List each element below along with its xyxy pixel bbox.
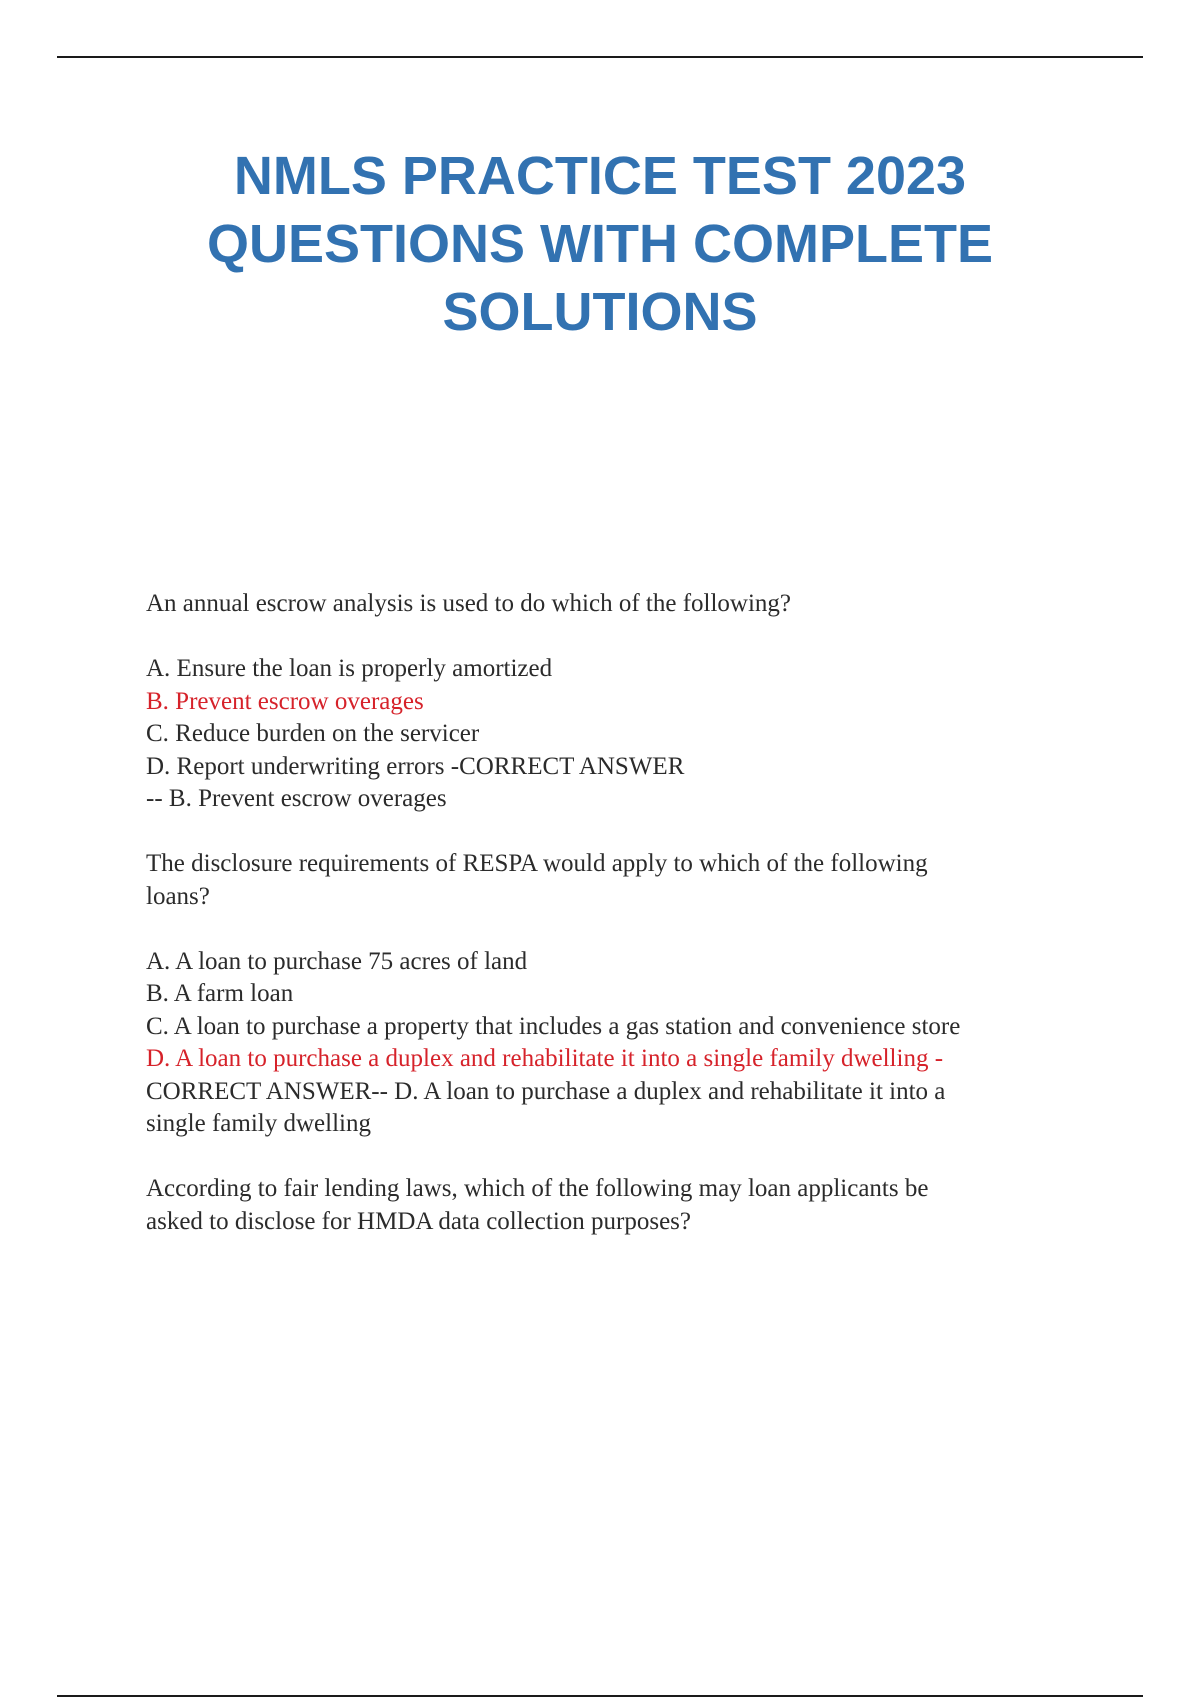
paragraph-gap <box>146 1141 1086 1174</box>
answer-option-correct: D. A loan to purchase a duplex and rehabilitate it into a single family dwelling - <box>146 1045 944 1072</box>
bottom-rule <box>57 1695 1143 1697</box>
question-text: loans? <box>146 882 210 910</box>
top-rule <box>57 56 1143 58</box>
title-line: QUESTIONS WITH COMPLETE <box>206 214 993 274</box>
paragraph-gap <box>146 621 1086 654</box>
paragraph-gap <box>146 913 1086 946</box>
answer-option: D. Report underwriting errors -CORRECT ANSWER <box>146 752 685 780</box>
paragraph-gap <box>146 816 1086 849</box>
answer-option: C. Reduce burden on the servicer <box>146 720 480 747</box>
answer-option: A. Ensure the loan is properly amortized <box>146 655 553 682</box>
question-text: asked to disclose for HMDA data collection purposes? <box>146 1207 692 1235</box>
title-line: SOLUTIONS <box>442 282 758 342</box>
question-text: The disclosure requirements of RESPA would apply to which of the following <box>146 850 928 877</box>
document-title <box>100 142 1100 346</box>
title-line: NMLS PRACTICE TEST 2023 <box>233 146 967 206</box>
correct-answer-text: single family dwelling <box>146 1110 371 1137</box>
answer-option: C. A loan to purchase a property that includes a gas station and convenience store <box>146 1012 961 1040</box>
question-block-1 <box>146 588 1086 816</box>
question-text: An annual escrow analysis is used to do which of the following? <box>146 590 792 617</box>
answer-option: B. A farm loan <box>146 980 294 1007</box>
correct-answer-text: -- B. Prevent escrow overages <box>146 785 447 812</box>
question-block-3 <box>146 1173 1086 1238</box>
document-body <box>146 588 1086 1238</box>
question-text: According to fair lending laws, which of the following may loan applicants be <box>146 1175 929 1202</box>
answer-option: A. A loan to purchase 75 acres of land <box>146 947 528 975</box>
question-block-2 <box>146 848 1086 1141</box>
answer-option-correct: B. Prevent escrow overages <box>146 687 424 715</box>
correct-answer-text: CORRECT ANSWER-- D. A loan to purchase a duplex and rehabilitate it into a <box>146 1077 946 1105</box>
